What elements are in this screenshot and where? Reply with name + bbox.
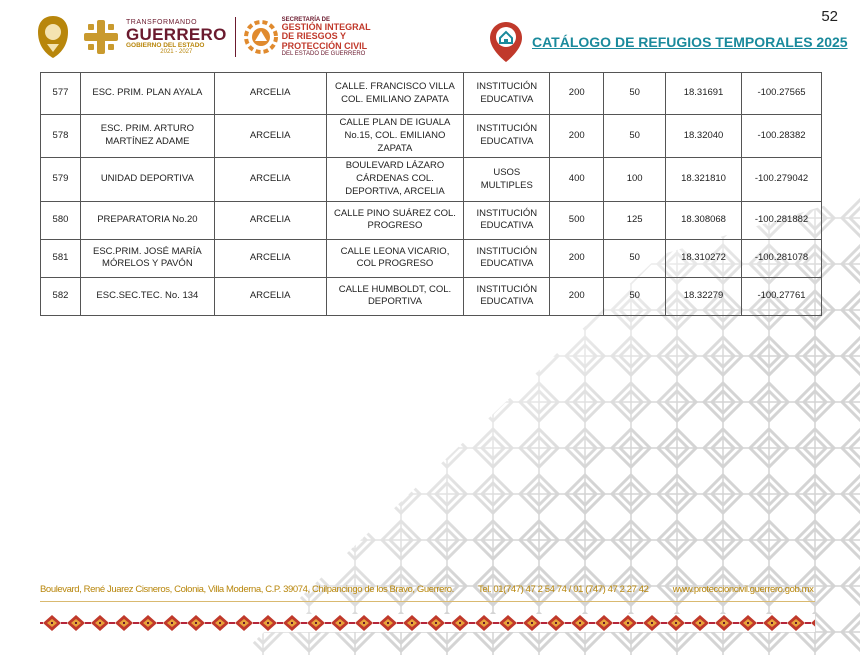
cell-lon: -100.27565: [741, 73, 821, 115]
cell-address: CALLE HUMBOLDT, COL. DEPORTIVA: [326, 277, 464, 315]
table-row: [41, 73, 822, 115]
cell-no: 582: [41, 277, 81, 315]
cell-lon: -100.28382: [741, 115, 821, 158]
logo-sgirp-l2b: DE RIESGOS Y: [281, 31, 346, 42]
catalog-title: CATÁLOGO DE REFUGIOS TEMPORALES 2025: [532, 34, 848, 50]
footer-divider: [40, 601, 815, 602]
logo-sgirp-l3: DEL ESTADO DE GUERRERO: [281, 51, 366, 58]
cell-name: ESC.PRIM. JOSÉ MARÍA MÓRELOS Y PAVÓN: [80, 239, 214, 277]
cell-name: PREPARATORIA No.20: [80, 201, 214, 239]
logo-divider: [235, 17, 236, 57]
shelters-table-body: [41, 73, 822, 316]
cell-tipo: INSTITUCIÓN EDUCATIVA: [464, 115, 550, 158]
cell-no: 579: [41, 158, 81, 201]
cell-name: ESC. PRIM. PLAN AYALA: [80, 73, 214, 115]
cell-lon: -100.279042: [741, 158, 821, 201]
cell-no: 577: [41, 73, 81, 115]
cell-address: CALLE PINO SUÁREZ COL. PROGRESO: [326, 201, 464, 239]
logo-gob-years: 2021 - 2027: [160, 49, 193, 56]
logo-sgirp-l2c: PROTECCIÓN CIVIL: [281, 40, 368, 51]
shelter-pin-icon: [488, 20, 524, 64]
sgirp-logo-text: [282, 17, 371, 58]
cell-lat: 18.308068: [666, 201, 742, 239]
state-seal-icon: [36, 14, 70, 60]
footer-address: Boulevard, René Juarez Cisneros, Colonia, Villa Moderna, C.P. 39074, Chilpancingo de los Bravo, Guerrero.: [40, 584, 454, 595]
cell-tipo: INSTITUCIÓN EDUCATIVA: [464, 239, 550, 277]
cell-lon: -100.281078: [741, 239, 821, 277]
header-logos: [36, 14, 371, 60]
gobierno-guerrero-logo: [82, 18, 227, 56]
cell-capacidad: 200: [550, 277, 604, 315]
cell-name: UNIDAD DEPORTIVA: [80, 158, 214, 201]
cell-capacidad: 200: [550, 73, 604, 115]
proteccion-civil-icon: [244, 20, 278, 54]
cell-no: 581: [41, 239, 81, 277]
cell-no: 580: [41, 201, 81, 239]
cell-familias: 125: [604, 201, 666, 239]
logo-sgirp-l1: SECRETARÍA DE: [281, 16, 330, 23]
cell-tipo: INSTITUCIÓN EDUCATIVA: [464, 201, 550, 239]
table-row: [41, 158, 822, 201]
cell-lat: 18.310272: [666, 239, 742, 277]
cell-municipio: ARCELIA: [214, 201, 326, 239]
cell-municipio: ARCELIA: [214, 115, 326, 158]
cell-tipo: INSTITUCIÓN EDUCATIVA: [464, 73, 550, 115]
cell-municipio: ARCELIA: [214, 158, 326, 201]
cell-familias: 50: [604, 73, 666, 115]
cell-familias: 100: [604, 158, 666, 201]
cell-lon: -100.281882: [741, 201, 821, 239]
table-row: [41, 277, 822, 315]
logo-sgirp-l2a: GESTIÓN INTEGRAL: [281, 21, 371, 32]
cell-familias: 50: [604, 115, 666, 158]
logo-gob-main: GUERRERO: [126, 24, 227, 44]
cell-no: 578: [41, 115, 81, 158]
footer-phone: Tel. 01(747) 47 2 54 74 / 01 (747) 47 2 27 42: [477, 584, 649, 595]
cell-name: ESC. PRIM. ARTURO MARTÍNEZ ADAME: [80, 115, 214, 158]
table-row: [41, 115, 822, 158]
cell-lon: -100.27761: [741, 277, 821, 315]
cell-municipio: ARCELIA: [214, 239, 326, 277]
logo-gob-top: TRANSFORMANDO: [126, 18, 198, 26]
cell-lat: 18.32040: [666, 115, 742, 158]
cell-capacidad: 200: [550, 239, 604, 277]
cell-address: CALLE LEONA VICARIO, COL PROGRESO: [326, 239, 464, 277]
cell-address: BOULEVARD LÁZARO CÁRDENAS COL. DEPORTIVA, ARCELIA: [326, 158, 464, 201]
cell-capacidad: 400: [550, 158, 604, 201]
logo-gob-sub: GOBIERNO DEL ESTADO: [126, 41, 205, 49]
page-number: 52: [821, 8, 838, 25]
guerrero-emblem-icon: [82, 18, 120, 56]
cell-familias: 50: [604, 277, 666, 315]
cell-lat: 18.31691: [666, 73, 742, 115]
cell-capacidad: 200: [550, 115, 604, 158]
cell-municipio: ARCELIA: [214, 73, 326, 115]
table-row: [41, 201, 822, 239]
cell-lat: 18.321810: [666, 158, 742, 201]
shelters-table: [40, 72, 822, 316]
table-row: [41, 239, 822, 277]
cell-name: ESC.SEC.TEC. No. 134: [80, 277, 214, 315]
cell-tipo: USOS MULTIPLES: [464, 158, 550, 201]
cell-lat: 18.32279: [666, 277, 742, 315]
cell-familias: 50: [604, 239, 666, 277]
cell-capacidad: 500: [550, 201, 604, 239]
cell-address: CALLE PLAN DE IGUALA No.15, COL. EMILIANO ZAPATA: [326, 115, 464, 158]
embroidery-border: [40, 614, 815, 632]
cell-address: CALLE. FRANCISCO VILLA COL. EMILIANO ZAPATA: [326, 73, 464, 115]
cell-tipo: INSTITUCIÓN EDUCATIVA: [464, 277, 550, 315]
footer-contact: [40, 584, 836, 595]
cell-municipio: ARCELIA: [214, 277, 326, 315]
footer-web[interactable]: www.proteccioncivil.guerrero.gob.mx: [672, 584, 814, 595]
